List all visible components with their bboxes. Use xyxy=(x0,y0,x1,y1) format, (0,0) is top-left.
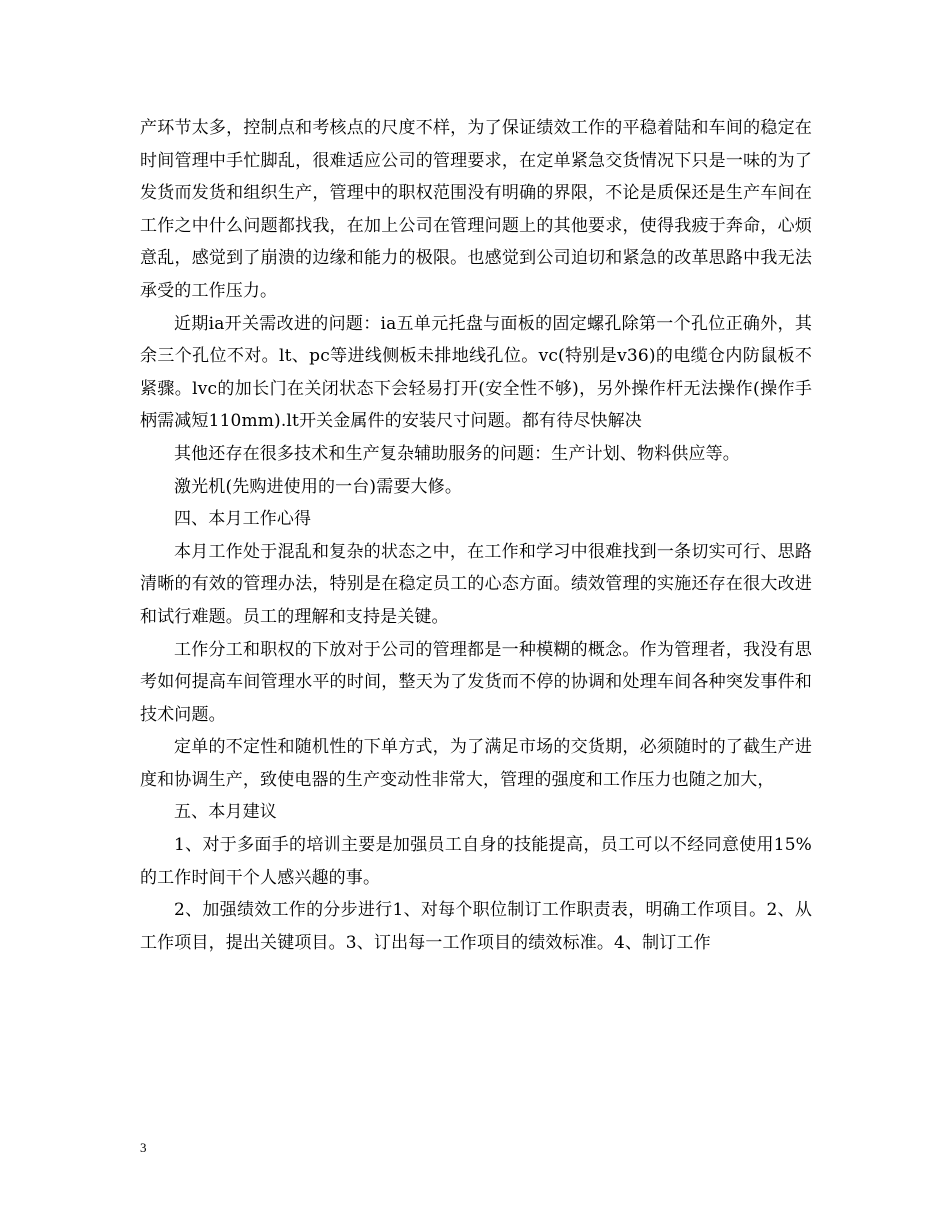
section-heading-5: 五、本月建议 xyxy=(174,802,277,823)
paragraph-7: 工作分工和职权的下放对于公司的管理都是一种模糊的概念。作为管理者，我没有思考如何提高车间管理水平的时间，整天为了发货而不停的协调和处理车间各种突发事件和技术问题。 xyxy=(140,639,812,725)
paragraph-4: 激光机(先购进使用的一台)需要大修。 xyxy=(174,476,462,497)
document-body xyxy=(140,112,812,959)
paragraph-1: 产环节太多，控制点和考核点的尺度不样，为了保证绩效工作的平稳着陆和车间的稳定在时间管理中手忙脚乱，很难适应公司的管理要求，在定单紧急交货情况下只是一味的为了发货而发货和组织生产，管理中的职权范围没有明确的界限，不论是质保还是生产车间在工作之中什么问题都找我，在加上公司在管理问题上的其他要求，使得我疲于奔命，心烦意乱，感觉到了崩溃的边缘和能力的极限。也感觉到公司迫切和紧急的改革思路中我无法承受的工作压力。 xyxy=(140,118,812,301)
paragraph-10: 1、对于多面手的培训主要是加强员工自身的技能提高，员工可以不经同意使用15%的工作时间干个人感兴趣的事。 xyxy=(140,835,812,888)
paragraph-3: 其他还存在很多技术和生产复杂辅助服务的问题：生产计划、物料供应等。 xyxy=(174,443,740,464)
paragraph-8: 定单的不定性和随机性的下单方式，为了满足市场的交货期，必须随时的了截生产进度和协调生产，致使电器的生产变动性非常大，管理的强度和工作压力也随之加大， xyxy=(140,737,812,790)
paragraph-2: 近期ia开关需改进的问题：ia五单元托盘与面板的固定螺孔除第一个孔位正确外，其余三个孔位不对。lt、pc等进线侧板未排地线孔位。vc(特别是v36)的电缆仓内防鼠板不紧骤。lvc的加长门在关闭状态下会轻易打开(安全性不够)，另外操作杆无法操作(操作手柄需减短110mm).lt开关金属件的安装尺寸问题。都有待尽快解决 xyxy=(140,313,812,432)
section-heading-4: 四、本月工作心得 xyxy=(174,509,312,530)
page-number: 3 xyxy=(140,1140,147,1155)
paragraph-6: 本月工作处于混乱和复杂的状态之中，在工作和学习中很难找到一条切实可行、思路清晰的有效的管理办法，特别是在稳定员工的心态方面。绩效管理的实施还存在很大改进和试行难题。员工的理解和支持是关键。 xyxy=(140,541,812,627)
paragraph-11: 2、加强绩效工作的分步进行1、对每个职位制订工作职责表，明确工作项目。2、从工作项目，提出关键项目。3、订出每一工作项目的绩效标准。4、制订工作 xyxy=(140,900,812,953)
